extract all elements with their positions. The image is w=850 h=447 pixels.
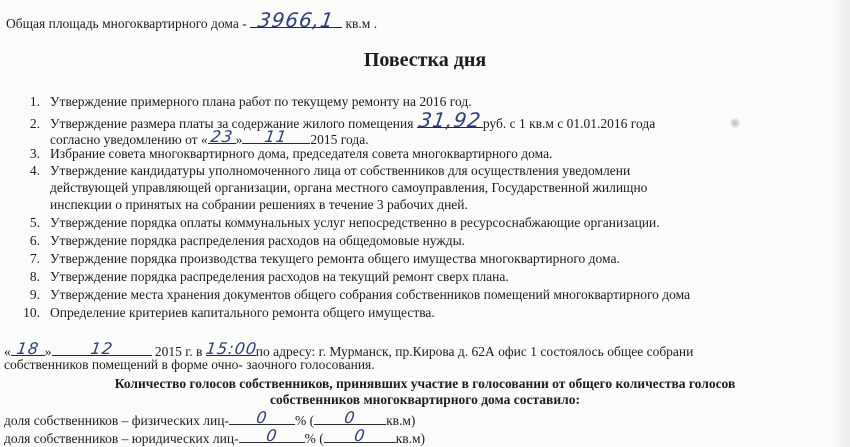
votes-heading-2: собственников многоквартирного дома составило: — [270, 392, 580, 407]
votes-text: кв.м) — [386, 413, 416, 428]
agenda-text: Определение критериев капитального ремонта общего имущества. — [50, 305, 435, 320]
votes-heading: Количество голосов собственников, принявших участие в голосовании от общего количества голосов — [114, 376, 736, 391]
agenda-text: Утверждение места хранения документов общего собрания собственников помещений многоквартирного дома — [50, 287, 691, 302]
agenda-item-5 — [14, 215, 660, 230]
total-area-value: 3966,1 — [256, 8, 336, 32]
physical-percent-field — [229, 409, 295, 425]
meeting-time-value: 15:00 — [204, 339, 259, 358]
meeting-text: по адресу: г. Мурманск, пр.Кирова д. 62А офис 1 состоялось общее собрани — [255, 344, 694, 359]
agenda-text: Утверждение порядка оплаты коммунальных услуг непосредственно в ресурсоснабжающие организации. — [50, 215, 660, 230]
notice-day-field — [208, 128, 236, 144]
agenda-text: 2015 года. — [310, 132, 369, 147]
meeting-text: » — [44, 344, 52, 359]
agenda-number: 10. — [23, 305, 40, 320]
meeting-text: « — [4, 344, 11, 359]
agenda-number: 6. — [29, 233, 40, 248]
page-edge-shadow — [832, 0, 850, 447]
agenda-item-6 — [14, 233, 465, 248]
agenda-item-4 — [14, 163, 798, 178]
total-area-unit: кв.м . — [345, 16, 378, 31]
votes-text: кв.м) — [395, 431, 426, 446]
votes-label: доля собственников – юридических лиц- — [4, 431, 239, 446]
physical-percent-value: 0 — [255, 408, 269, 427]
smudge-mark — [730, 118, 740, 128]
agenda-text: действующей управляющей организации, органа местного самоуправления, Государственной жилищно — [50, 180, 648, 195]
votes-legal-line — [4, 427, 425, 446]
page-title: Повестка дня — [363, 49, 487, 71]
legal-area-value: 0 — [352, 426, 367, 445]
notice-month-value: 11 — [263, 127, 289, 146]
legal-percent-value: 0 — [264, 426, 279, 445]
total-area-line — [6, 8, 378, 32]
agenda-item-1 — [14, 94, 472, 109]
total-area-label: Общая площадь многоквартирного дома - — [6, 16, 247, 31]
votes-text: % ( — [294, 413, 315, 428]
agenda-item-2-cont — [50, 128, 369, 147]
meeting-day-field — [11, 340, 45, 356]
agenda-text: Утверждение размера платы за содержание жилого помещения — [50, 116, 414, 131]
fee-field — [417, 108, 483, 132]
meeting-text: 2015 г. в — [154, 344, 203, 359]
meeting-time-field — [204, 339, 259, 358]
agenda-number: 7. — [29, 251, 40, 266]
votes-physical-line — [4, 409, 415, 428]
agenda-number: 3. — [29, 146, 40, 161]
agenda-text: » — [235, 132, 243, 147]
meeting-text: собственников помещений в форме очно- заочного голосования. — [4, 357, 375, 372]
agenda-item-8 — [14, 269, 509, 284]
agenda-item-9 — [14, 287, 690, 302]
agenda-item-4-cont — [50, 180, 647, 195]
agenda-number: 1. — [29, 94, 40, 109]
agenda-text: инспекции о принятых на собрании решениях в течение 3 рабочих дней. — [50, 197, 468, 212]
agenda-number: 8. — [29, 269, 40, 284]
votes-label: доля собственников – физических лиц- — [4, 413, 229, 428]
legal-area-field — [324, 427, 396, 443]
agenda-text: Утверждение порядка распределения расходов на текущий ремонт сверх плана. — [50, 269, 509, 284]
agenda-number: 5. — [29, 215, 40, 230]
physical-area-field — [314, 409, 386, 425]
agenda-text: Утверждение примерного плана работ по текущему ремонту на 2016 год. — [50, 94, 472, 109]
agenda-text: Утверждение порядка производства текущего ремонта общего имущества многоквартирного дома. — [50, 251, 620, 266]
votes-text: % ( — [304, 431, 324, 446]
agenda-number: 2. — [29, 116, 40, 131]
meeting-day-value: 18 — [15, 339, 41, 358]
agenda-number: 4. — [29, 163, 40, 178]
agenda-item-10 — [14, 305, 435, 320]
notice-day-value: 23 — [209, 127, 235, 146]
physical-area-value: 0 — [343, 408, 358, 427]
agenda-item-3 — [14, 146, 552, 161]
agenda-number: 9. — [29, 287, 40, 302]
agenda-text: Утверждение порядка распределения расходов на общедомовые нужды. — [50, 233, 466, 248]
agenda-text: Утверждение кандидатуры уполномоченного лица от собственников для осуществления уведомлени — [50, 163, 631, 178]
agenda-item-7 — [14, 251, 620, 266]
agenda-item-4-cont2 — [50, 197, 468, 212]
total-area-field — [250, 8, 342, 32]
meeting-month-value: 12 — [88, 339, 115, 358]
agenda-text: руб. с 1 кв.м с 01.01.2016 года — [482, 116, 656, 131]
legal-percent-field — [239, 427, 305, 443]
agenda-text: Избрание совета многоквартирного дома, председателя совета многоквартирного дома. — [50, 146, 553, 161]
agenda-text: согласно уведомлению от « — [50, 132, 208, 147]
fee-value: 31,92 — [417, 108, 483, 132]
meeting-month-field — [52, 340, 152, 356]
meeting-line-2 — [4, 357, 375, 372]
notice-month-field — [242, 128, 310, 144]
